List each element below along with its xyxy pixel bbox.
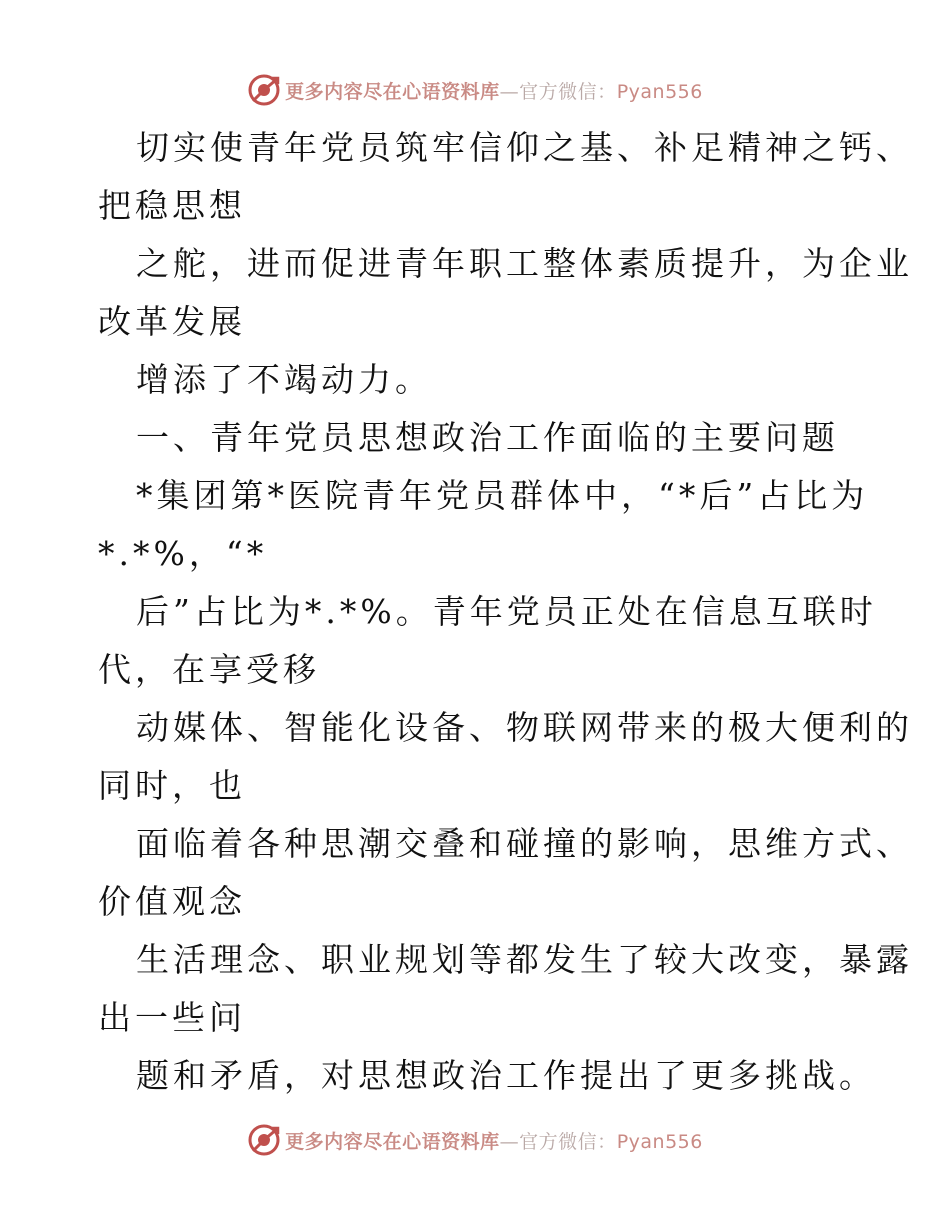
watermark-brand: 更多内容尽在心语资料库 bbox=[285, 80, 500, 103]
body-line: 把稳思想 bbox=[98, 186, 246, 225]
watermark-dash: — bbox=[499, 80, 520, 103]
body-line: 同时，也 bbox=[98, 766, 246, 805]
watermark-label: 官方微信： bbox=[519, 1130, 617, 1153]
body-line: 切实使青年党员筑牢信仰之基、补足精神之钙、 bbox=[136, 128, 913, 167]
body-line: 增添了不竭动力。 bbox=[136, 360, 432, 399]
body-line: 动媒体、智能化设备、物联网带来的极大便利的 bbox=[136, 708, 913, 747]
header-watermark bbox=[0, 72, 950, 108]
body-line: 价值观念 bbox=[98, 882, 246, 921]
watermark-text bbox=[285, 77, 703, 104]
body-line: 生活理念、职业规划等都发生了较大改变，暴露 bbox=[136, 940, 913, 979]
body-line: *集团第*医院青年党员群体中，“*后”占比为 bbox=[136, 476, 869, 515]
body-line: 面临着各种思潮交叠和碰撞的影响，思维方式、 bbox=[136, 824, 913, 863]
brand-logo-icon bbox=[247, 73, 281, 107]
watermark-brand: 更多内容尽在心语资料库 bbox=[285, 1130, 500, 1153]
section-heading: 一、青年党员思想政治工作面临的主要问题 bbox=[136, 418, 839, 457]
watermark-label: 官方微信： bbox=[519, 80, 617, 103]
body-line: 改革发展 bbox=[98, 302, 246, 341]
body-line: 之舵，进而促进青年职工整体素质提升，为企业 bbox=[136, 244, 913, 283]
footer-watermark bbox=[0, 1122, 950, 1158]
body-line: 后”占比为*.*%。青年党员正处在信息互联时 bbox=[136, 592, 877, 631]
body-line: 出一些问 bbox=[98, 998, 246, 1037]
watermark-id: Pyan556 bbox=[616, 1130, 703, 1153]
watermark-dash: — bbox=[499, 1130, 520, 1153]
watermark-id: Pyan556 bbox=[616, 80, 703, 103]
brand-logo-icon bbox=[247, 1123, 281, 1157]
body-line: *.*%，“* bbox=[98, 534, 268, 573]
watermark-text bbox=[285, 1127, 703, 1154]
body-line: 代，在享受移 bbox=[98, 650, 320, 689]
body-line: 题和矛盾，对思想政治工作提出了更多挑战。 bbox=[136, 1056, 876, 1095]
